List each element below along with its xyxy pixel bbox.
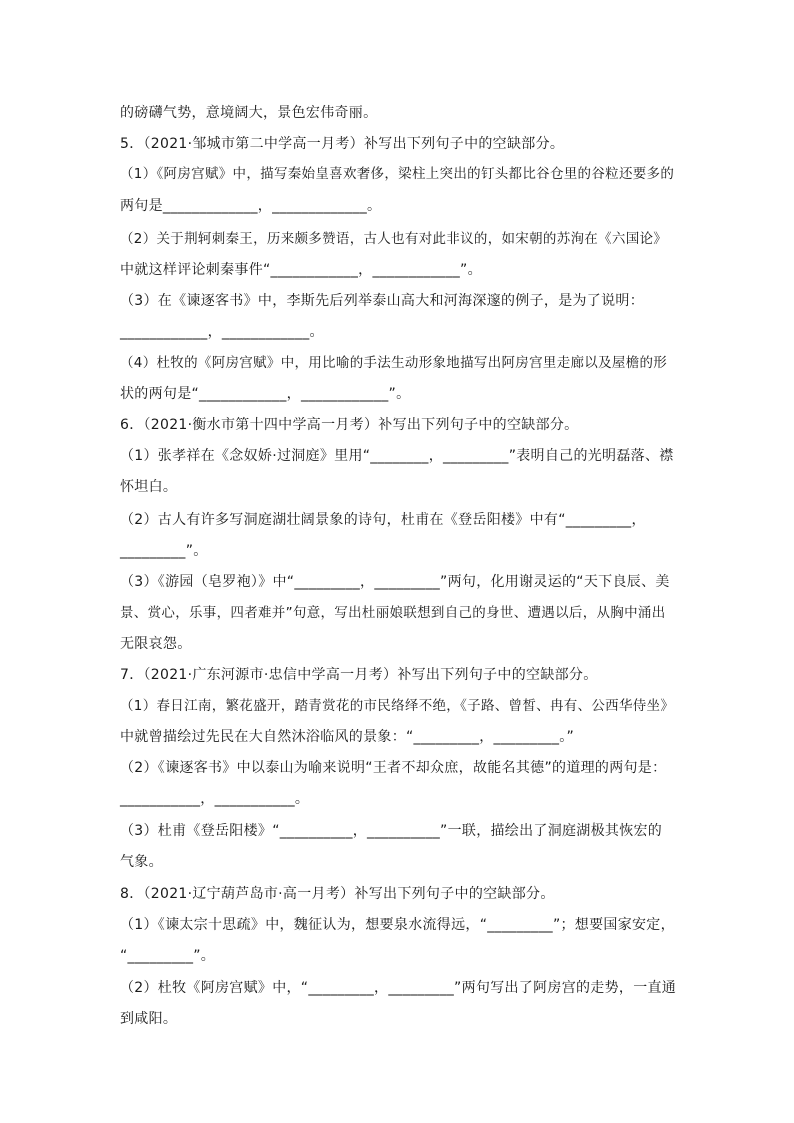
question-5-heading: 5．（2021·邹城市第二中学高一月考）补写出下列句子中的空缺部分。 bbox=[120, 136, 565, 152]
text-line: （1）春日江南，繁花盛开，踏青赏花的市民络绎不绝，《子路、曾皙、冉有、公西华侍坐》 bbox=[120, 698, 675, 714]
text-line: （3）《游园（皂罗袍）》中“_________，_________”两句，化用谢灵运的“天下良辰、美 bbox=[120, 574, 670, 590]
text-line: 到咸阳。 bbox=[120, 1011, 178, 1027]
text-line: （1）《阿房宫赋》中，描写秦始皇喜欢奢侈，梁柱上突出的钉头都比谷仓里的谷粒还要多的 bbox=[120, 166, 675, 182]
text-line: 气象。 bbox=[120, 854, 163, 870]
text-line: 无限哀怨。 bbox=[120, 636, 192, 652]
text-line: 怀坦白。 bbox=[120, 479, 178, 495]
text-line: （2）杜牧《阿房宫赋》中，“_________，_________”两句写出了阿房宫的走势，一直通 bbox=[120, 980, 677, 996]
text-line: 两句是_____________，_____________。 bbox=[120, 198, 382, 214]
text-line: 中就曾描绘过先民在大自然沐浴临风的景象：“_________，_________。” bbox=[120, 729, 575, 745]
text-line: （2）古人有许多写洞庭湖壮阔景象的诗句，杜甫在《登岳阳楼》中有“_________， bbox=[120, 512, 646, 528]
question-8-heading: 8．（2021·辽宁葫芦岛市·高一月考）补写出下列句子中的空缺部分。 bbox=[120, 886, 555, 902]
text-line: （3）在《谏逐客书》中，李斯先后列举泰山高大和河海深邃的例子，是为了说明： bbox=[120, 293, 645, 309]
text-line: _________”。 bbox=[120, 543, 208, 559]
text-line: （3）杜甫《登岳阳楼》“__________，__________”一联，描绘出了洞庭湖极其恢宏的 bbox=[120, 823, 663, 839]
text-line: 的磅礴气势，意境阔大，景色宏伟奇丽。 bbox=[120, 105, 378, 121]
text-line: （2）《谏逐客书》中以泰山为喻来说明“王者不却众庶，故能名其德”的道理的两句是： bbox=[120, 760, 667, 776]
text-line: （4）杜牧的《阿房宫赋》中，用比喻的手法生动形象地描写出阿房宫里走廊以及屋檐的形 bbox=[120, 355, 668, 371]
text-line: （1）《谏太宗十思疏》中，魏征认为，想要泉水流得远，“_________”；想要国家安定， bbox=[120, 917, 675, 933]
text-line: ____________，____________。 bbox=[120, 324, 324, 340]
text-line: （1）张孝祥在《念奴娇·过洞庭》里用“________，_________”表明自己的光明磊落、襟 bbox=[120, 448, 674, 464]
question-6-heading: 6．（2021·衡水市第十四中学高一月考）补写出下列句子中的空缺部分。 bbox=[120, 417, 579, 433]
question-7-heading: 7．（2021·广东河源市·忠信中学高一月考）补写出下列句子中的空缺部分。 bbox=[120, 667, 598, 683]
text-line: ___________，___________。 bbox=[120, 791, 310, 807]
text-line: （2）关于荆轲刺秦王，历来颇多赞语，古人也有对此非议的，如宋朝的苏洵在《六国论》 bbox=[120, 231, 668, 247]
text-line: 中就这样评论刺秦事件“____________，____________”。 bbox=[120, 262, 482, 278]
text-line: 状的两句是“____________，____________”。 bbox=[120, 386, 411, 402]
text-line: 景、赏心，乐事，四者难并”句意，写出杜丽娘联想到自己的身世、遭遇以后，从胸中涌出 bbox=[120, 605, 666, 621]
text-line: “_________”。 bbox=[120, 948, 216, 964]
